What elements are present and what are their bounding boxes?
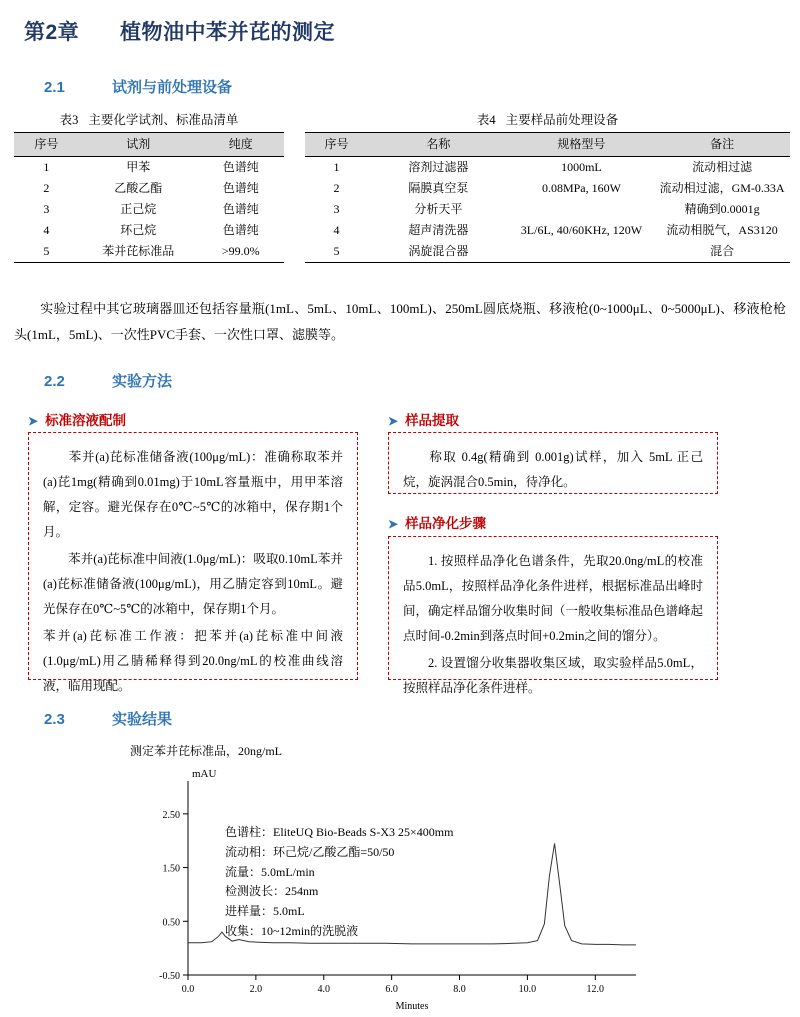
section-title-2-1: 试剂与前处理设备 — [112, 79, 233, 96]
table3-cell: 5 — [14, 241, 79, 263]
standard-solution-text-1: 苯并(a)芘标准储备液(100μg/mL)：准确称取苯并(a)芘1mg(精确到0.01mg)于10mL容量瓶中，用甲苯溶解，定容。避光保存在0℃~5℃的冰箱中，保存期1个月。 — [43, 450, 343, 539]
sample-extraction-paragraph — [403, 445, 703, 495]
table4-header-row — [305, 133, 790, 157]
table3-cell: 2 — [43, 181, 50, 195]
table4-caption — [305, 110, 790, 128]
chart-annotation: 流动相：环己烷/乙酸乙酯=50/50 — [225, 844, 395, 859]
table4-col-header: 规格型号 — [509, 133, 655, 157]
y-tick-label: 2.50 — [162, 809, 180, 821]
chart-title: 测定苯并芘标准品，20ng/mL — [130, 744, 282, 758]
standard-solution-text-3: 苯并(a)芘标准工作液：把苯并(a)芘标准中间液(1.0μg/mL)用乙腈稀释得到20.0ng/mL的校准曲线溶液，临用现配。 — [43, 629, 343, 693]
table3-cell: 色谱纯 — [222, 160, 259, 174]
x-tick-label: 6.0 — [385, 984, 398, 995]
section-heading-2-3 — [44, 708, 172, 729]
standard-solution-text-2: 苯并(a)芘标准中间液(1.0μg/mL)：吸取0.10mL苯并(a)芘标准储备液(100μg/mL)，用乙腈定容到10mL。避光保存在0℃~5℃的冰箱中，保存期1个月。 — [43, 552, 343, 616]
table4-cell: 1 — [333, 160, 340, 174]
subsection-title-sample-extraction: 样品提取 — [405, 413, 460, 428]
chart-annotation: 流量：5.0mL/min — [225, 864, 315, 879]
table4-cell: 5 — [305, 241, 368, 263]
chart-annotation: 检测波长：254nm — [225, 884, 319, 899]
table3-cell: 乙酸乙酯 — [114, 181, 163, 195]
table3-col-header: 纯度 — [198, 133, 284, 157]
section-number-2-3: 2.3 — [44, 711, 65, 728]
section-number-2-1: 2.1 — [44, 79, 65, 96]
table4-cell: 隔膜真空泵 — [408, 181, 469, 195]
table3-caption-text: 主要化学试剂、标准品清单 — [88, 113, 239, 127]
section-number-2-2: 2.2 — [44, 373, 65, 390]
section-heading-2-2 — [44, 370, 172, 391]
table4-cell: 分析天平 — [414, 202, 463, 216]
table3-cell: 4 — [43, 223, 50, 237]
table4-cell: 涡旋混合器 — [368, 241, 509, 263]
table-row — [14, 157, 284, 179]
table3-cell: 3 — [43, 202, 50, 216]
subsection-heading-sample-cleanup — [388, 512, 486, 532]
glassware-paragraph-text: 实验过程中其它玻璃器皿还包括容量瓶(1mL、5mL、10mL、100mL)、250mL圆底烧瓶、移液枪(0~1000μL、0~5000μL)、移液枪枪头(1mL，5mL)、一次性PVC手套、一次性口罩、滤膜等。 — [14, 301, 786, 342]
subsection-title-sample-cleanup: 样品净化步骤 — [405, 516, 487, 531]
table3-cell: 色谱纯 — [222, 223, 259, 237]
y-tick-label: 1.50 — [162, 863, 180, 875]
chromatogram-figure — [120, 742, 680, 1012]
table3 — [14, 132, 284, 263]
table4-col-header: 备注 — [654, 133, 790, 157]
table4-cell: 超声清洗器 — [408, 223, 469, 237]
table4-cell: 混合 — [654, 241, 790, 263]
arrow-icon: ➤ — [28, 414, 39, 428]
table-row — [14, 241, 284, 263]
sample-cleanup-paragraph — [403, 651, 703, 701]
table3-col-header: 序号 — [14, 133, 79, 157]
section-title-2-2: 实验方法 — [112, 373, 173, 390]
chart-annotation: 色谱柱：EliteUQ Bio-Beads S-X3 25×400mm — [225, 825, 454, 839]
table3-cell: 苯并芘标准品 — [79, 241, 198, 263]
table-row — [305, 241, 790, 263]
x-tick-label: 8.0 — [453, 984, 466, 995]
table-row — [305, 199, 790, 220]
arrow-icon: ➤ — [388, 414, 399, 428]
table-row — [305, 178, 790, 199]
sample-cleanup-box — [388, 536, 718, 695]
table-row — [305, 157, 790, 179]
table-row — [14, 199, 284, 220]
subsection-heading-standard-solution — [28, 409, 126, 429]
table4-cell: 精确到0.0001g — [684, 202, 760, 216]
standard-solution-box — [28, 432, 358, 693]
table-row — [305, 220, 790, 241]
y-tick-label: -0.50 — [159, 971, 180, 982]
section-heading-2-1 — [44, 76, 232, 97]
table4 — [305, 132, 790, 263]
table4-col-header: 名称 — [368, 133, 509, 157]
chapter-number: 第2章 — [24, 21, 80, 44]
x-tick-label: 4.0 — [317, 984, 331, 995]
table3-container — [14, 110, 284, 263]
table4-cell: 3L/6L, 40/60KHz, 120W — [520, 223, 643, 237]
x-axis-label: Minutes — [395, 1001, 429, 1009]
x-tick-label: 10.0 — [518, 984, 537, 995]
table4-cell: 流动相过滤 — [692, 160, 753, 174]
table-row — [14, 178, 284, 199]
table3-cell: 甲苯 — [126, 160, 151, 174]
arrow-icon: ➤ — [388, 517, 399, 531]
x-tick-label: 2.0 — [249, 984, 263, 995]
table4-cell: 2 — [333, 181, 340, 195]
table4-cell — [509, 241, 655, 263]
table4-caption-text: 主要样品前处理设备 — [505, 113, 619, 127]
standard-solution-paragraph — [43, 547, 343, 622]
table-row — [14, 220, 284, 241]
table4-container — [305, 110, 790, 263]
table4-cell: 流动相过滤，GM-0.33A — [659, 181, 785, 195]
table4-cell: 流动相脱气，AS3120 — [666, 223, 778, 237]
chart-annotation: 进样量：5.0mL — [225, 904, 305, 919]
x-tick-label: 0.0 — [181, 984, 195, 995]
subsection-heading-sample-extraction — [388, 409, 459, 429]
table3-cell: 色谱纯 — [222, 181, 259, 195]
table4-cell: 0.08MPa, 160W — [541, 181, 621, 195]
sample-cleanup-text-1: 1. 按照样品净化色谱条件，先取20.0ng/mL的校准品5.0mL，按照样品净化条件进样，根据标准品出峰时间，确定样品馏分收集时间（一般收集标准品色谱峰起点时间-0.2min到落点时间+0.2min之间的馏分）。 — [403, 554, 704, 643]
subsection-title-standard-solution: 标准溶液配制 — [45, 413, 127, 428]
table3-cell: >99.0% — [198, 241, 284, 263]
table4-cell: 溶剂过滤器 — [408, 160, 469, 174]
table4-cell — [509, 199, 655, 220]
sample-cleanup-text-2: 2. 设置馏分收集器收集区域，取实验样品5.0mL，按照样品净化条件进样。 — [403, 656, 703, 695]
table3-cell: 1 — [43, 160, 50, 174]
section-title-2-3: 实验结果 — [112, 711, 173, 728]
table4-col-header: 序号 — [305, 133, 368, 157]
y-tick-label: 0.50 — [162, 917, 180, 929]
table3-cell: 正己烷 — [120, 202, 157, 216]
table4-caption-number: 表4 — [476, 113, 496, 127]
sample-cleanup-paragraph — [403, 549, 703, 649]
table4-cell: 4 — [333, 223, 340, 237]
table3-caption — [14, 110, 284, 128]
table3-header-row — [14, 133, 284, 157]
table3-cell: 色谱纯 — [222, 202, 259, 216]
sample-extraction-text-1: 称取 0.4g(精确到 0.001g)试样，加入 5mL 正己烷，旋涡混合0.5min，待净化。 — [403, 450, 703, 489]
chart-plot-area — [120, 761, 660, 1009]
glassware-paragraph — [14, 296, 786, 348]
standard-solution-paragraph — [43, 445, 343, 545]
sample-extraction-box — [388, 432, 718, 494]
table4-cell: 1000mL — [561, 160, 602, 174]
table4-cell: 3 — [333, 202, 340, 216]
table3-cell: 环己烷 — [120, 223, 157, 237]
chart-annotation: 收集：10~12min的洗脱液 — [225, 923, 359, 938]
chapter-heading — [24, 16, 776, 46]
table3-col-header: 试剂 — [79, 133, 198, 157]
chapter-title: 植物油中苯并芘的测定 — [120, 21, 335, 44]
x-tick-label: 12.0 — [586, 984, 605, 995]
table3-caption-number: 表3 — [59, 113, 79, 127]
y-axis-label: mAU — [192, 768, 217, 780]
chart-annotations — [225, 823, 453, 942]
standard-solution-paragraph — [43, 624, 343, 699]
